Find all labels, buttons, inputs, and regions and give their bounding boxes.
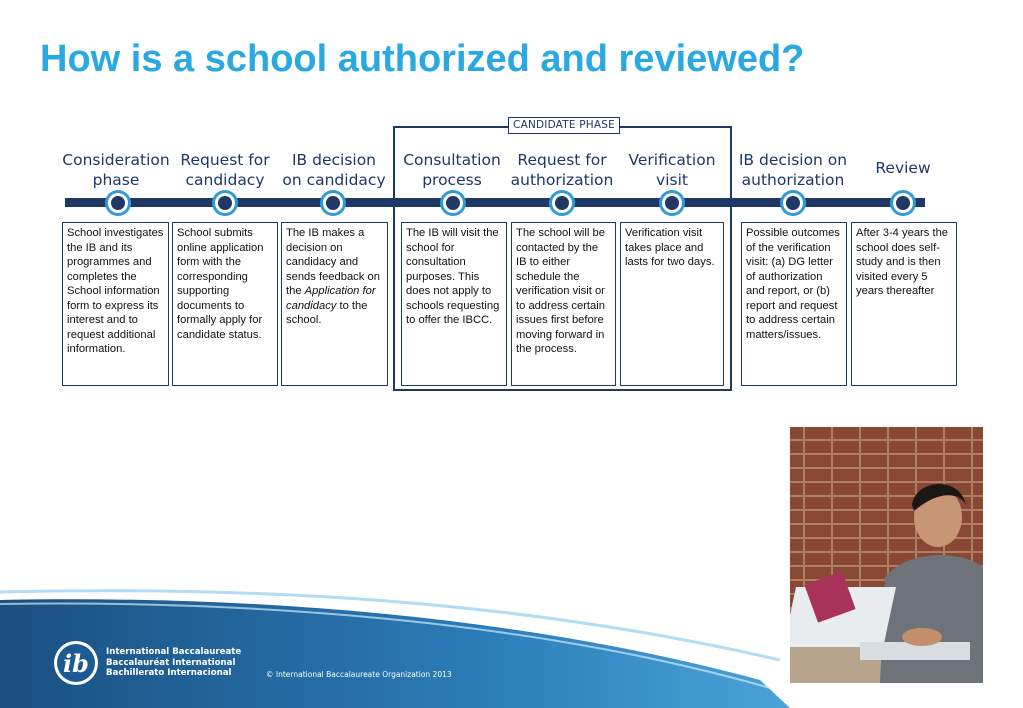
candidate-phase-label: CANDIDATE PHASE [508, 117, 620, 134]
phase-title-consultation: Consultation process [403, 151, 501, 189]
phase-description-ib-decision-candidacy: The IB makes a decision on candidacy and sends feedback on the Application for candidacy to the school. [281, 222, 388, 386]
phase-title-request-authorization: Request for authorization [510, 151, 614, 189]
svg-text:ib: ib [63, 649, 89, 678]
phase-description-consideration: School investigates the IB and its programmes and completes the School information form to express its interest and to request additional information. [62, 222, 169, 386]
phase-title-ib-decision-candidacy: IB decision on candidacy [282, 151, 386, 189]
timeline-node-consultation [440, 190, 466, 216]
phase-title-verification: Verification visit [628, 151, 716, 189]
timeline-node-ib-decision-authorization [780, 190, 806, 216]
phase-description-verification: Verification visit takes place and lasts for two days. [620, 222, 724, 386]
ib-logo [52, 639, 100, 687]
phase-description-request-authorization: The school will be contacted by the IB to either schedule the verification visit or to address certain issues first before moving forward in the process. [511, 222, 616, 386]
timeline-node-ib-decision-candidacy [320, 190, 346, 216]
phase-description-review: After 3-4 years the school does self-study and is then visited every 5 years thereafter [851, 222, 957, 386]
phase-description-request-candidacy: School submits online application form with the corresponding supporting documents to formally apply for candidate status. [172, 222, 278, 386]
timeline-node-verification [659, 190, 685, 216]
timeline-node-request-candidacy [212, 190, 238, 216]
timeline-node-consideration [105, 190, 131, 216]
phase-title-consideration: Consideration phase [62, 151, 170, 189]
phase-title-ib-decision-authorization: IB decision on authorization [738, 151, 848, 189]
student-photo [790, 427, 983, 683]
phase-title-request-candidacy: Request for candidacy [180, 151, 270, 189]
page-title: How is a school authorized and reviewed? [40, 38, 805, 80]
timeline-node-review [890, 190, 916, 216]
phase-description-ib-decision-authorization: Possible outcomes of the verification visit: (a) DG letter of authorization and report, or (b) report and request to address certain matters/issues. [741, 222, 847, 386]
phase-description-consultation: The IB will visit the school for consultation purposes. This does not apply to schools requesting to offer the IBCC. [401, 222, 507, 386]
timeline-node-request-authorization [549, 190, 575, 216]
org-name: International Baccalaureate Baccalauréat International Bachillerato Internacional [106, 647, 242, 678]
copyright: © International Baccalaureate Organization 2013 [266, 670, 452, 679]
phase-title-review: Review [875, 159, 931, 177]
